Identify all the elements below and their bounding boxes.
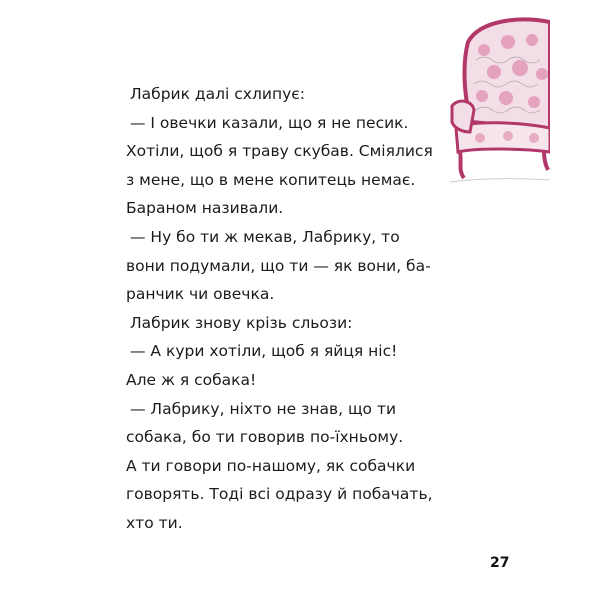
armchair-arm (452, 101, 474, 132)
armchair-illustration (450, 10, 550, 190)
armchair-front-leg (460, 152, 464, 178)
text-line: Але ж я собака! (126, 370, 257, 389)
page-number: 27 (490, 555, 510, 571)
armchair-back-leg (544, 152, 548, 170)
text-line: Бараном називали. (126, 199, 284, 218)
text-line: — Лабрику, ніхто не знав, що ти (130, 399, 397, 418)
text-line: — І овечки казали, що я не песик. (130, 113, 409, 132)
text-line: говорять. Тоді всі одразу й побачать, (126, 485, 433, 504)
armchair-shadow (450, 179, 550, 182)
text-line: ранчик чи овечка. (126, 285, 275, 304)
text-line: — Ну бо ти ж мекав, Лабрику, то (130, 227, 400, 246)
text-line: Хотіли, щоб я траву скубав. Сміялися (126, 142, 433, 161)
text-line: собака, бо ти говорив по-їхньому. (126, 428, 404, 447)
text-line: вони подумали, що ти — як вони, ба- (126, 256, 431, 275)
text-line: — А кури хотіли, щоб я яйця ніс! (130, 342, 398, 361)
story-text (126, 80, 433, 538)
text-line: Лабрик далі схлипує: (130, 85, 305, 103)
text-line: з мене, що в мене копитець немає. (126, 170, 416, 189)
text-line: хто ти. (126, 513, 183, 532)
text-line: Лабрик знову крізь сльози: (130, 313, 353, 332)
text-line: А ти говори по-нашому, як собачки (126, 456, 416, 475)
